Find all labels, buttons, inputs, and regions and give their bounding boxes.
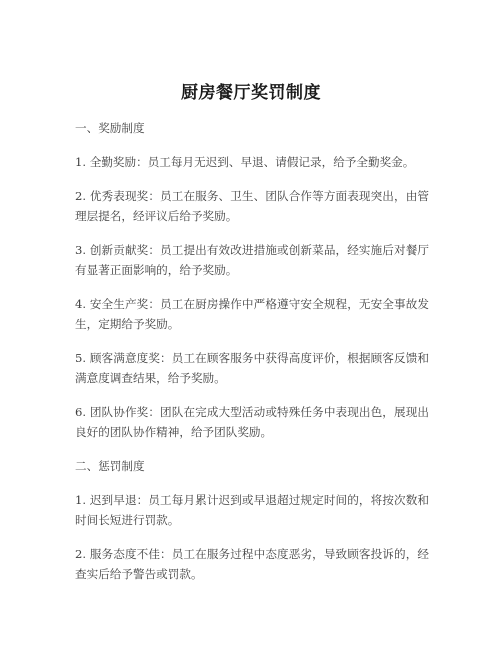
reward-item-6: 6. 团队协作奖：团队在完成大型活动或特殊任务中表现出色，展现出良好的团队协作精神，给予团队奖励。	[75, 405, 429, 439]
reward-item-3: 3. 创新贡献奖：员工提出有效改进措施或创新菜品，经实施后对餐厅有显著正面影响的，给予奖励。	[75, 243, 429, 277]
reward-item-5: 5. 顾客满意度奖：员工在顾客服务中获得高度评价，根据顾客反馈和满意度调查结果，给予奖励。	[75, 351, 429, 385]
penalty-item-1: 1. 迟到早退：员工每月累计迟到或早退超过规定时间的，将按次数和时间长短进行罚款。	[75, 493, 429, 527]
section-heading-penalties: 二、惩罚制度	[75, 459, 145, 473]
penalty-item-2: 2. 服务态度不佳：员工在服务过程中态度恶劣，导致顾客投诉的，经查实后给予警告或罚款。	[75, 547, 429, 581]
section-heading-rewards: 一、奖励制度	[75, 121, 145, 135]
reward-item-1: 1. 全勤奖励：员工每月无迟到、早退、请假记录，给予全勤奖金。	[75, 155, 415, 169]
document-body	[75, 118, 429, 598]
reward-item-2: 2. 优秀表现奖：员工在服务、卫生、团队合作等方面表现突出，由管理层提名，经评议后给予奖励。	[75, 189, 429, 223]
reward-item-4: 4. 安全生产奖：员工在厨房操作中严格遵守安全规程，无安全事故发生，定期给予奖励。	[75, 297, 429, 331]
document-title: 厨房餐厅奖罚制度	[181, 83, 321, 103]
